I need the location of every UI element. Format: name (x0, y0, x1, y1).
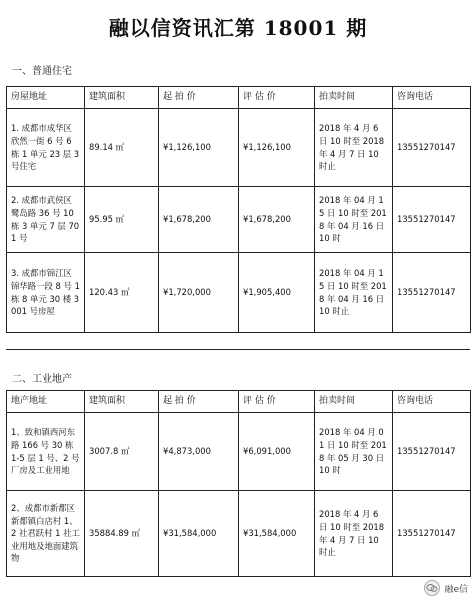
table-cell: ¥6,091,000 (239, 413, 315, 491)
column-header: 起 拍 价 (159, 391, 239, 413)
table-cell: ¥4,873,000 (159, 413, 239, 491)
table-cell: 95.95 ㎡ (85, 187, 159, 253)
table-cell: 13551270147 (393, 491, 471, 577)
table-header-row (7, 391, 471, 413)
table-cell: ¥1,905,400 (239, 253, 315, 333)
column-header: 房屋地址 (7, 87, 85, 109)
wechat-icon (424, 580, 440, 596)
table-cell: 2. 成都市武侯区鹭岛路 36 号 10 栋 3 单元 7 层 701 号 (7, 187, 85, 253)
table-cell: 3007.8 ㎡ (85, 413, 159, 491)
table-row (7, 413, 471, 491)
table-cell: 13551270147 (393, 109, 471, 187)
table-cell: 120.43 ㎡ (85, 253, 159, 333)
section-heading-industrial: 二、工业地产 (12, 374, 72, 385)
table-cell: ¥31,584,000 (159, 491, 239, 577)
table-cell: 35884.89 ㎡ (85, 491, 159, 577)
column-header: 起 拍 价 (159, 87, 239, 109)
table-cell: 1. 成都市成华区欣然一街 6 号 6 栋 1 单元 23 层 3 号住宅 (7, 109, 85, 187)
table-row (7, 253, 471, 333)
table-cell: 2018 年 4 月 6 日 10 时至 2018 年 4 月 7 日 10 时止 (315, 491, 393, 577)
table-cell: ¥1,126,100 (159, 109, 239, 187)
table-cell: 1、致和镇西河东路 166 号 30 栋 1-5 层 1 号、2 号厂房及工业用地 (7, 413, 85, 491)
document-title: 融以信资讯汇第 18001 期 (108, 16, 368, 40)
column-header: 评 估 价 (239, 391, 315, 413)
table-cell: ¥1,720,000 (159, 253, 239, 333)
table-cell: 2、成都市新都区新都镇白店村 1、2 社君跃村 1 社工业用地及地面建筑物 (7, 491, 85, 577)
column-header: 建筑面积 (85, 87, 159, 109)
table-row (7, 491, 471, 577)
table-cell: 3. 成都市锦江区锦华路一段 8 号 1 栋 8 单元 30 楼 3001 号房屋 (7, 253, 85, 333)
table-cell: 2018 年 04 月 15 日 10 时至 2018 年 04 月 16 日 10 时止 (315, 253, 393, 333)
table-cell: 89.14 ㎡ (85, 109, 159, 187)
table-header-row (7, 87, 471, 109)
residential-table (6, 86, 471, 333)
table-row (7, 109, 471, 187)
column-header: 建筑面积 (85, 391, 159, 413)
section-heading-residential: 一、普通住宅 (12, 66, 72, 77)
watermark (424, 580, 468, 596)
table-cell: 13551270147 (393, 187, 471, 253)
table-cell: 2018 年 04 月 15 日 10 时至 2018 年 04 月 16 日 10 时 (315, 187, 393, 253)
column-header: 咨询电话 (393, 87, 471, 109)
watermark-label: 融e信 (444, 584, 468, 595)
table-cell: 2018 年 04 月 01 日 10 时至 2018 年 05 月 30 日 10 时 (315, 413, 393, 491)
industrial-table (6, 390, 471, 577)
divider (6, 349, 470, 350)
table-cell: ¥1,126,100 (239, 109, 315, 187)
table-cell: 13551270147 (393, 413, 471, 491)
table-row (7, 187, 471, 253)
table-cell: ¥31,584,000 (239, 491, 315, 577)
table-cell: ¥1,678,200 (239, 187, 315, 253)
table-cell: 2018 年 4 月 6 日 10 时至 2018 年 4 月 7 日 10 时止 (315, 109, 393, 187)
column-header: 咨询电话 (393, 391, 471, 413)
column-header: 地产地址 (7, 391, 85, 413)
table-body (7, 87, 471, 333)
table-cell: ¥1,678,200 (159, 187, 239, 253)
column-header: 拍卖时间 (315, 391, 393, 413)
column-header: 拍卖时间 (315, 87, 393, 109)
table-cell: 13551270147 (393, 253, 471, 333)
column-header: 评 估 价 (239, 87, 315, 109)
table-body (7, 391, 471, 577)
